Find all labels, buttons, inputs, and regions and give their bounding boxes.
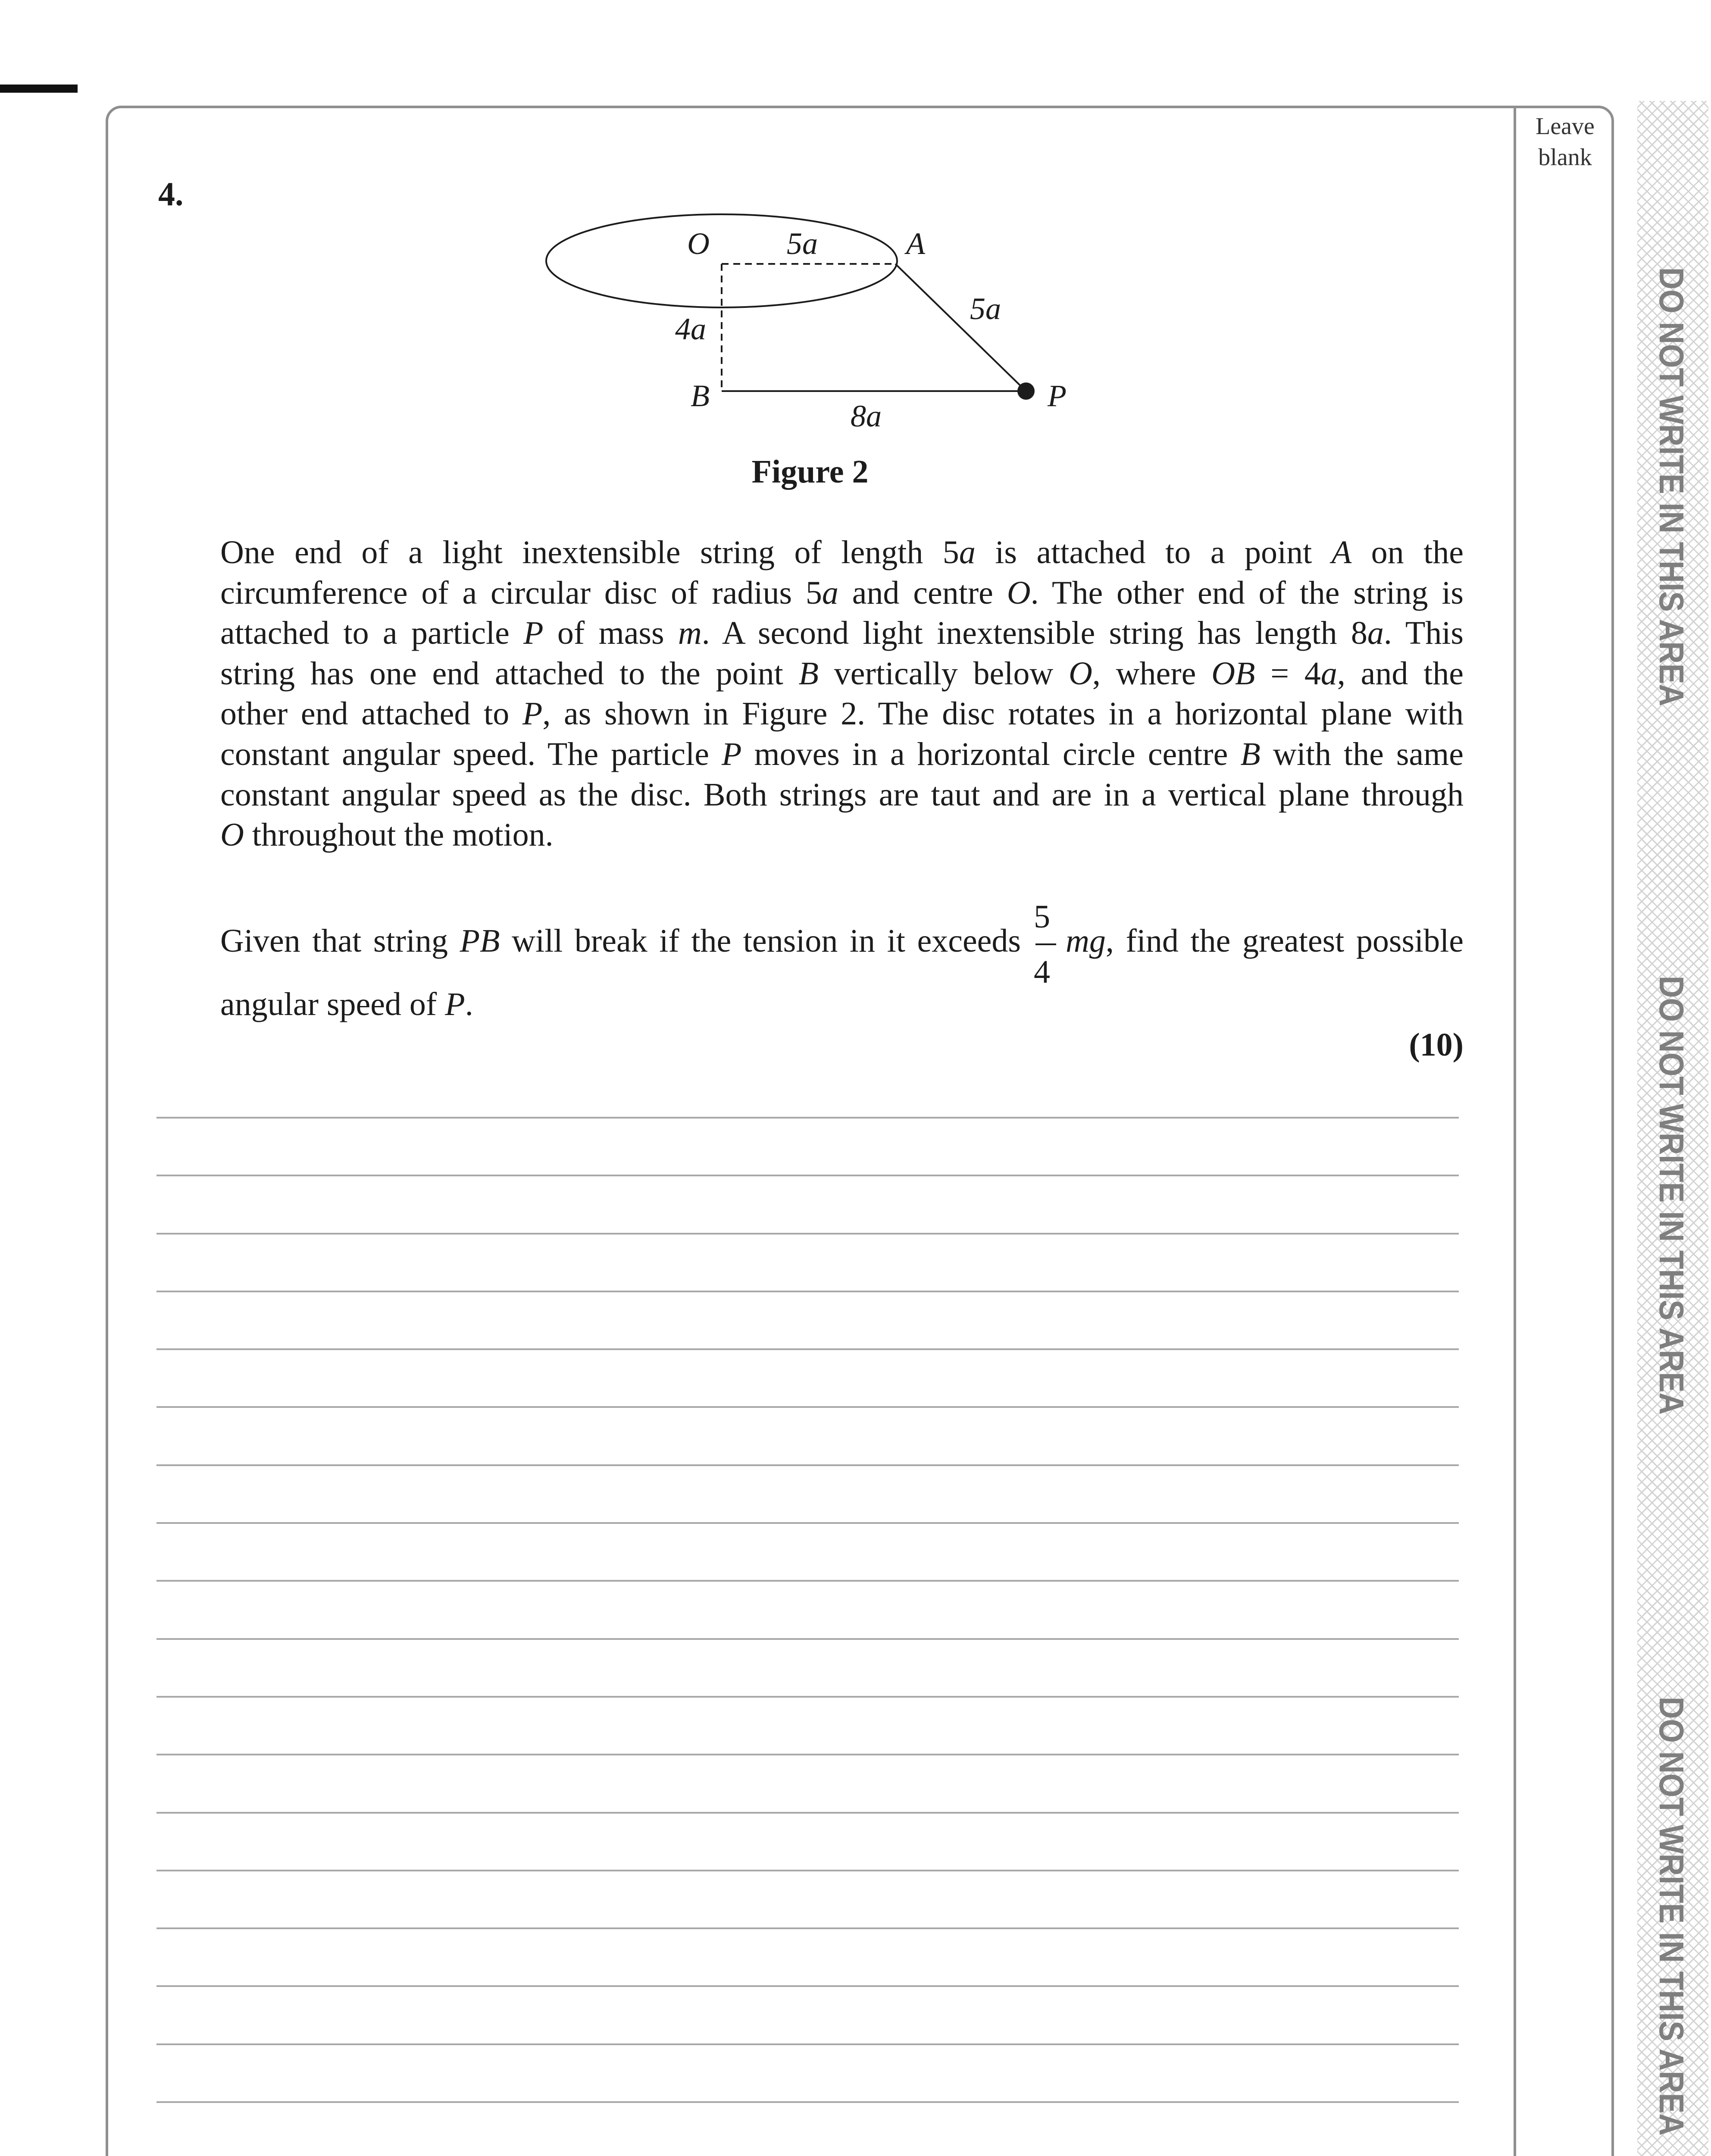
- answer-line: [156, 1870, 1459, 1871]
- label-point-b: B: [691, 379, 710, 413]
- question-text: , where: [1092, 655, 1212, 692]
- leave-blank-divider: [1514, 106, 1516, 2156]
- question-text: One end of a light inextensible string of length 5: [220, 534, 959, 570]
- registration-mark-top: [0, 85, 78, 93]
- question-text: .: [465, 986, 473, 1022]
- answer-line: [156, 2043, 1459, 2045]
- question-text: , find the greatest possible: [1105, 923, 1464, 959]
- math-variable: a: [822, 574, 838, 611]
- question-text: constant angular speed as the disc. Both strings are taut and are in a vertical plane through: [220, 776, 1464, 813]
- question-text: other end attached to: [220, 696, 522, 732]
- math-variable: P: [522, 696, 543, 732]
- question-line: [220, 654, 1464, 694]
- question-text: throughout the motion.: [244, 817, 554, 853]
- question-line: [220, 533, 1464, 573]
- answer-line: [156, 1754, 1459, 1755]
- question-text: attached to a particle: [220, 615, 524, 652]
- question-text: will break if the tension in it exceeds: [500, 923, 1021, 959]
- answer-line: [156, 1175, 1459, 1176]
- question-line: [220, 613, 1464, 654]
- math-variable: a: [1367, 615, 1384, 652]
- math-variable: a: [959, 534, 976, 570]
- string-ap: [895, 264, 1026, 391]
- question-line: [220, 815, 1464, 856]
- question-text: of mass: [543, 615, 678, 652]
- question-text: Given that string: [220, 923, 460, 959]
- math-variable: O: [220, 817, 244, 853]
- answer-line: [156, 1985, 1459, 1987]
- answer-line: [156, 1406, 1459, 1408]
- label-length-oa: 5a: [787, 226, 818, 261]
- answer-line: [156, 1464, 1459, 1466]
- math-variable: P: [523, 615, 544, 652]
- question-text: . A second light inextensible string has length 8: [701, 615, 1367, 652]
- answer-line: [156, 1580, 1459, 1582]
- question-text: vertically below: [818, 655, 1069, 692]
- label-centre-o: O: [687, 226, 710, 261]
- answer-line: [156, 2101, 1459, 2103]
- leave-blank-label: Leave blank: [1536, 113, 1595, 171]
- question-text: string has one end attached to the point: [220, 655, 799, 692]
- question-line: [220, 734, 1464, 775]
- question-text: constant angular speed. The particle: [220, 736, 722, 772]
- question-text: . This: [1383, 615, 1464, 652]
- answer-line: [156, 1522, 1459, 1524]
- question-line: [220, 573, 1464, 614]
- math-variable: a: [1320, 655, 1337, 692]
- question-text-block: [220, 533, 1464, 856]
- question-text: , and the: [1337, 655, 1464, 692]
- question-text: = 4: [1255, 655, 1321, 692]
- math-variable: O: [1007, 574, 1031, 611]
- marks-available: (10): [1409, 1027, 1464, 1063]
- question-line: [220, 694, 1464, 734]
- label-string-ap: 5a: [970, 291, 1001, 326]
- math-variable: O: [1068, 655, 1092, 692]
- fraction-bar: [1035, 943, 1056, 945]
- math-variable: A: [1331, 534, 1352, 570]
- question-number: 4.: [158, 175, 184, 213]
- question-text: is attached to a point: [975, 534, 1332, 570]
- answer-line: [156, 1638, 1459, 1640]
- label-particle-p: P: [1048, 379, 1067, 413]
- answer-line: [156, 1348, 1459, 1350]
- margin-notice: DO NOT WRITE IN THIS AREA: [1652, 976, 1691, 1415]
- question-text: with the same: [1260, 736, 1464, 772]
- question-text: , as shown in Figure 2. The disc rotates in a horizontal plane with: [542, 696, 1464, 732]
- math-variable: P: [445, 986, 465, 1022]
- question-line: [220, 775, 1464, 815]
- answer-lines: [156, 1117, 1459, 2156]
- question-text: angular speed of: [220, 986, 445, 1022]
- label-string-bp: 8a: [851, 399, 882, 433]
- math-variable: B: [1240, 736, 1261, 772]
- answer-line: [156, 1117, 1459, 1119]
- fraction-denominator: 4: [1033, 953, 1050, 990]
- math-variable: B: [798, 655, 819, 692]
- math-variable: mg: [1065, 923, 1106, 959]
- margin-notice: DO NOT WRITE IN THIS AREA: [1652, 1697, 1691, 2136]
- math-variable: P: [721, 736, 742, 772]
- answer-line: [156, 1291, 1459, 1292]
- figure-2-diagram: [517, 194, 1121, 453]
- question-text: on the: [1351, 534, 1464, 570]
- math-variable: OB: [1211, 655, 1255, 692]
- answer-line: [156, 1696, 1459, 1698]
- answer-line: [156, 1812, 1459, 1814]
- question-text: moves in a horizontal circle centre: [741, 736, 1241, 772]
- figure-caption: Figure 2: [751, 454, 869, 490]
- final-question-line: [220, 984, 1464, 1025]
- condition-line: [220, 898, 1464, 990]
- label-point-a: A: [906, 226, 925, 261]
- particle-p-dot: [1017, 382, 1035, 400]
- margin-notice: DO NOT WRITE IN THIS AREA: [1652, 267, 1691, 706]
- answer-line: [156, 1233, 1459, 1235]
- question-text: circumference of a circular disc of radius 5: [220, 574, 822, 611]
- question-text: and centre: [838, 574, 1007, 611]
- answer-line: [156, 1927, 1459, 1929]
- label-distance-ob: 4a: [675, 312, 706, 346]
- math-variable: m: [678, 615, 702, 652]
- fraction-numerator: 5: [1033, 898, 1050, 935]
- math-variable: PB: [460, 923, 500, 959]
- question-text: . The other end of the string is: [1030, 574, 1464, 611]
